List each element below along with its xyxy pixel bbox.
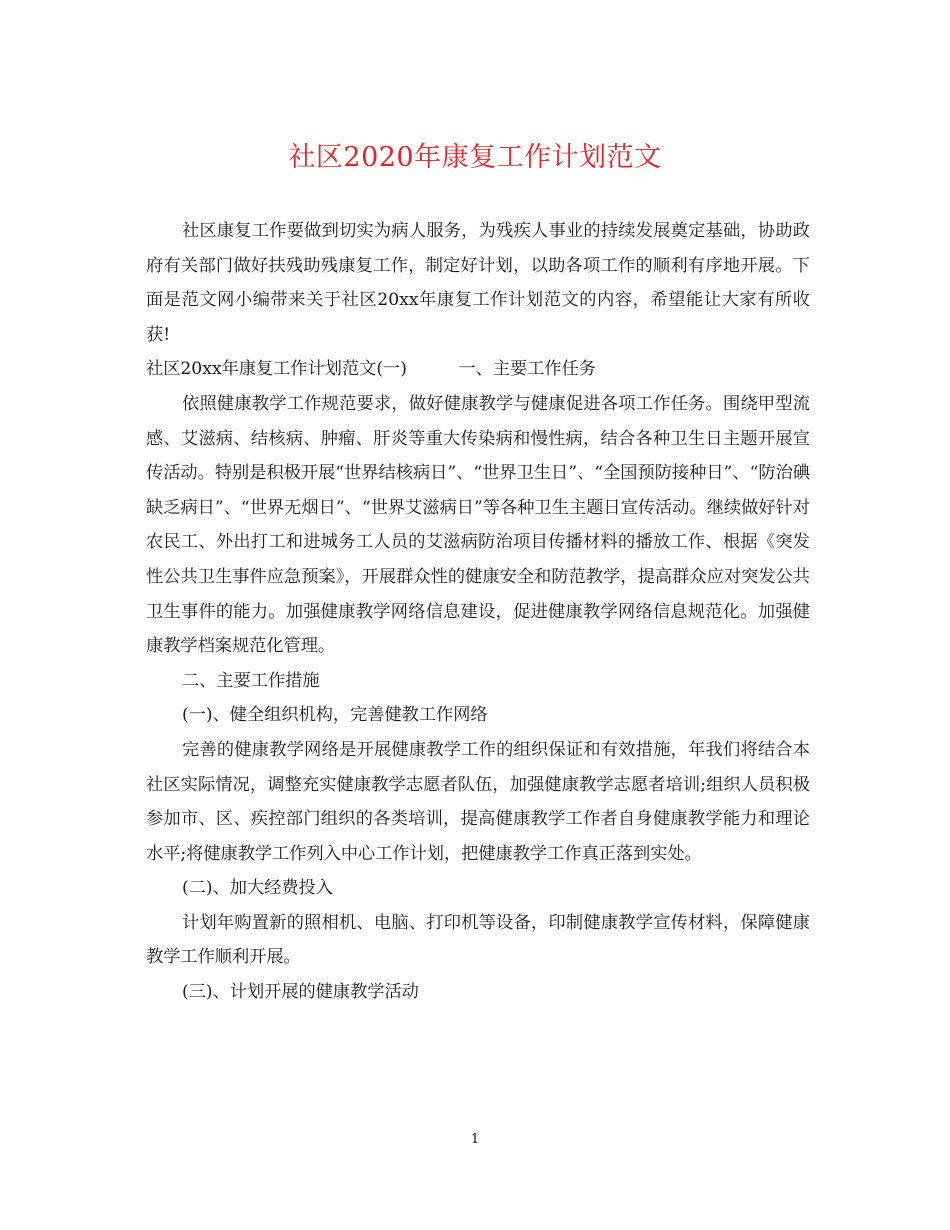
document-body [146,214,810,1010]
subheading-organization: (一)、健全组织机构，完善健教工作网络 [182,705,488,726]
plan-section-heading: 社区20xx年康复工作计划范文(一) 一、主要工作任务 [146,359,596,380]
intro-paragraph: 社区康复工作要做到切实为病人服务，为残疾人事业的持续发展奠定基础，协助政府有关部门做好扶残助残康复工作，制定好计划，以助各项工作的顺利有序地开展。下面是范文网小编带来关于社区20xx年康复工作计划范文的内容，希望能让大家有所收获! [146,221,810,345]
task-paragraph: 依照健康教学工作规范要求，做好健康教学与健康促进各项工作任务。围绕甲型流感、艾滋病、结核病、肿瘤、肝炎等重大传染病和慢性病，结合各种卫生日主题开展宣传活动。特别是积极开展“世界结核病日”、“世界卫生日”、“全国预防接种日”、“防治碘缺乏病日”、“世界无烟日”、“世界艾滋病日”等各种卫生主题日宣传活动。继续做好针对农民工、外出打工和进城务工人员的艾滋病防治项目传播材料的播放工作、根据《突发性公共卫生事件应急预案》，开展群众性的健康安全和防范教学，提高群众应对突发公共卫生事件的能力。加强健康教学网络信息建设，促进健康教学网络信息规范化。加强健康教学档案规范化管理。 [146,393,810,657]
document-title: 社区2020年康复工作计划范文 [288,142,662,173]
subheading-activities: (三)、计划开展的健康教学活动 [182,982,419,1003]
measures-heading: 二、主要工作措施 [182,670,320,691]
page-number: 1 [470,1132,480,1147]
funding-paragraph: 计划年购置新的照相机、电脑、打印机等设备，印制健康教学宣传材料，保障健康教学工作顺利开展。 [146,912,810,968]
subheading-funding: (二)、加大经费投入 [182,878,333,899]
organization-paragraph: 完善的健康教学网络是开展健康教学工作的组织保证和有效措施，年我们将结合本社区实际情况，调整充实健康教学志愿者队伍，加强健康教学志愿者培训;组织人员积极参加市、区、疾控部门组织的各类培训，提高健康教学工作者自身健康教学能力和理论水平;将健康教学工作列入中心工作计划，把健康教学工作真正落到实处。 [146,739,810,864]
